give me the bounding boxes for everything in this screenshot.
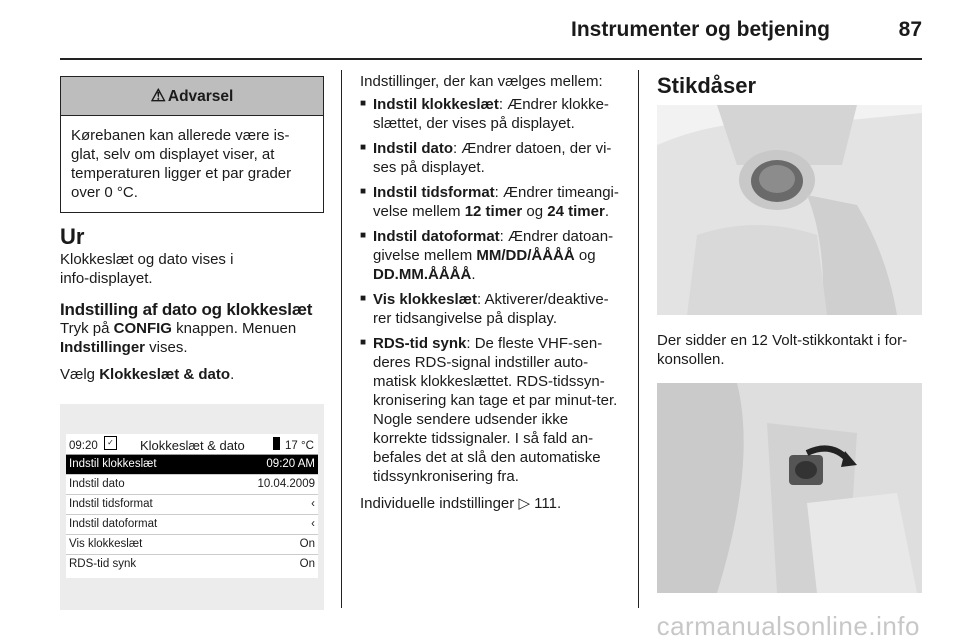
display-time: 09:20 <box>69 440 98 452</box>
list-item: ■ Vis klokkeslæt: Aktiverer/deaktive-rer tidsangivelse på display. <box>360 290 622 328</box>
gear-lever-photo <box>657 105 922 315</box>
outlet-text: Der sidder en 12 Volt-stikkontakt i for-konsollen. <box>657 332 908 368</box>
page-ref-icon: ▷ <box>518 495 530 512</box>
ur-paragraph-1: Tryk på CONFIG knappen. Menuen Indstillinger vises. <box>60 320 297 356</box>
display-figure <box>60 404 324 610</box>
column-divider-1 <box>341 70 342 608</box>
ur-intro: Klokkeslæt og dato vises i info-displayet. <box>60 251 234 287</box>
header-title: Instrumenter og betjening <box>570 18 830 41</box>
ur-paragraph-2: Vælg Klokkeslæt & dato. <box>60 366 235 383</box>
warning-icon: ⚠ <box>150 86 166 105</box>
display-temperature: 17 °C <box>285 440 314 452</box>
display-row: Indstil dato 10.04.2009 <box>66 475 318 495</box>
list-item: ■ Indstil tidsformat: Ændrer timeangi-velse mellem 12 timer og 24 timer. <box>360 183 622 221</box>
warning-text: Kørebanen kan allerede være is-glat, selv om displayet viser, at temperaturen ligger et par grader over 0 °C. <box>71 127 292 201</box>
display-header <box>66 434 318 455</box>
display-row: Vis klokkeslæt On <box>66 535 318 555</box>
display-row: Indstil klokkeslæt 09:20 AM <box>66 455 318 475</box>
display-row: Indstil datoformat ‹ <box>66 515 318 535</box>
settings-list <box>360 95 622 486</box>
warning-title: Advarsel <box>167 88 234 105</box>
settings-intro: Indstillinger, der kan vælges mellem: <box>360 73 603 90</box>
power-outlet-photo <box>657 383 922 593</box>
display-title: Klokkeslæt & dato <box>140 438 245 453</box>
info-display <box>66 434 318 578</box>
display-row: RDS-tid synk On <box>69 558 315 570</box>
subheading-date-time: Indstilling af dato og klokkeslæt <box>60 300 313 319</box>
page-number: 87 <box>898 18 922 41</box>
section-heading-stikdaser: Stikdåser <box>657 73 757 98</box>
list-item: ■ Indstil klokkeslæt: Ændrer klokke-slættet, der vises på displayet. <box>360 95 622 133</box>
power-outlet-illustration <box>657 383 922 593</box>
display-row: Indstil tidsformat ‹ <box>66 495 318 515</box>
individual-settings-ref: Individuelle indstillinger ▷ 111. <box>360 495 562 512</box>
warning-header <box>61 77 323 116</box>
section-heading-ur: Ur <box>60 224 85 249</box>
gear-lever-illustration <box>657 105 922 315</box>
list-item: ■ RDS-tid synk: De fleste VHF-sen-deres RDS-signal indstiller auto-matisk klokkeslættet. RDS-tidssyn-kronisering kan tage et par minut-ter. Nogle sendere udsender ikke korrekte tidssignaler. I så fald an-befales det at slå den automatiske tidssynkronisering fra. <box>360 334 622 486</box>
watermark: carmanualsonline.info <box>656 611 920 641</box>
column-middle <box>360 72 622 521</box>
list-item: ■ Indstil dato: Ændrer datoen, der vi-ses på displayet. <box>360 139 622 177</box>
clock-icon: ✓ <box>104 436 117 450</box>
column-right <box>657 72 922 593</box>
thermometer-icon <box>273 437 280 450</box>
column-divider-2 <box>638 70 639 608</box>
column-left <box>60 72 324 610</box>
warning-box <box>60 76 324 213</box>
list-item: ■ Indstil datoformat: Ændrer datoan-givelse mellem MM/DD/ÅÅÅÅ og DD.MM.ÅÅÅÅ. <box>360 227 622 284</box>
header-rule <box>60 58 922 60</box>
